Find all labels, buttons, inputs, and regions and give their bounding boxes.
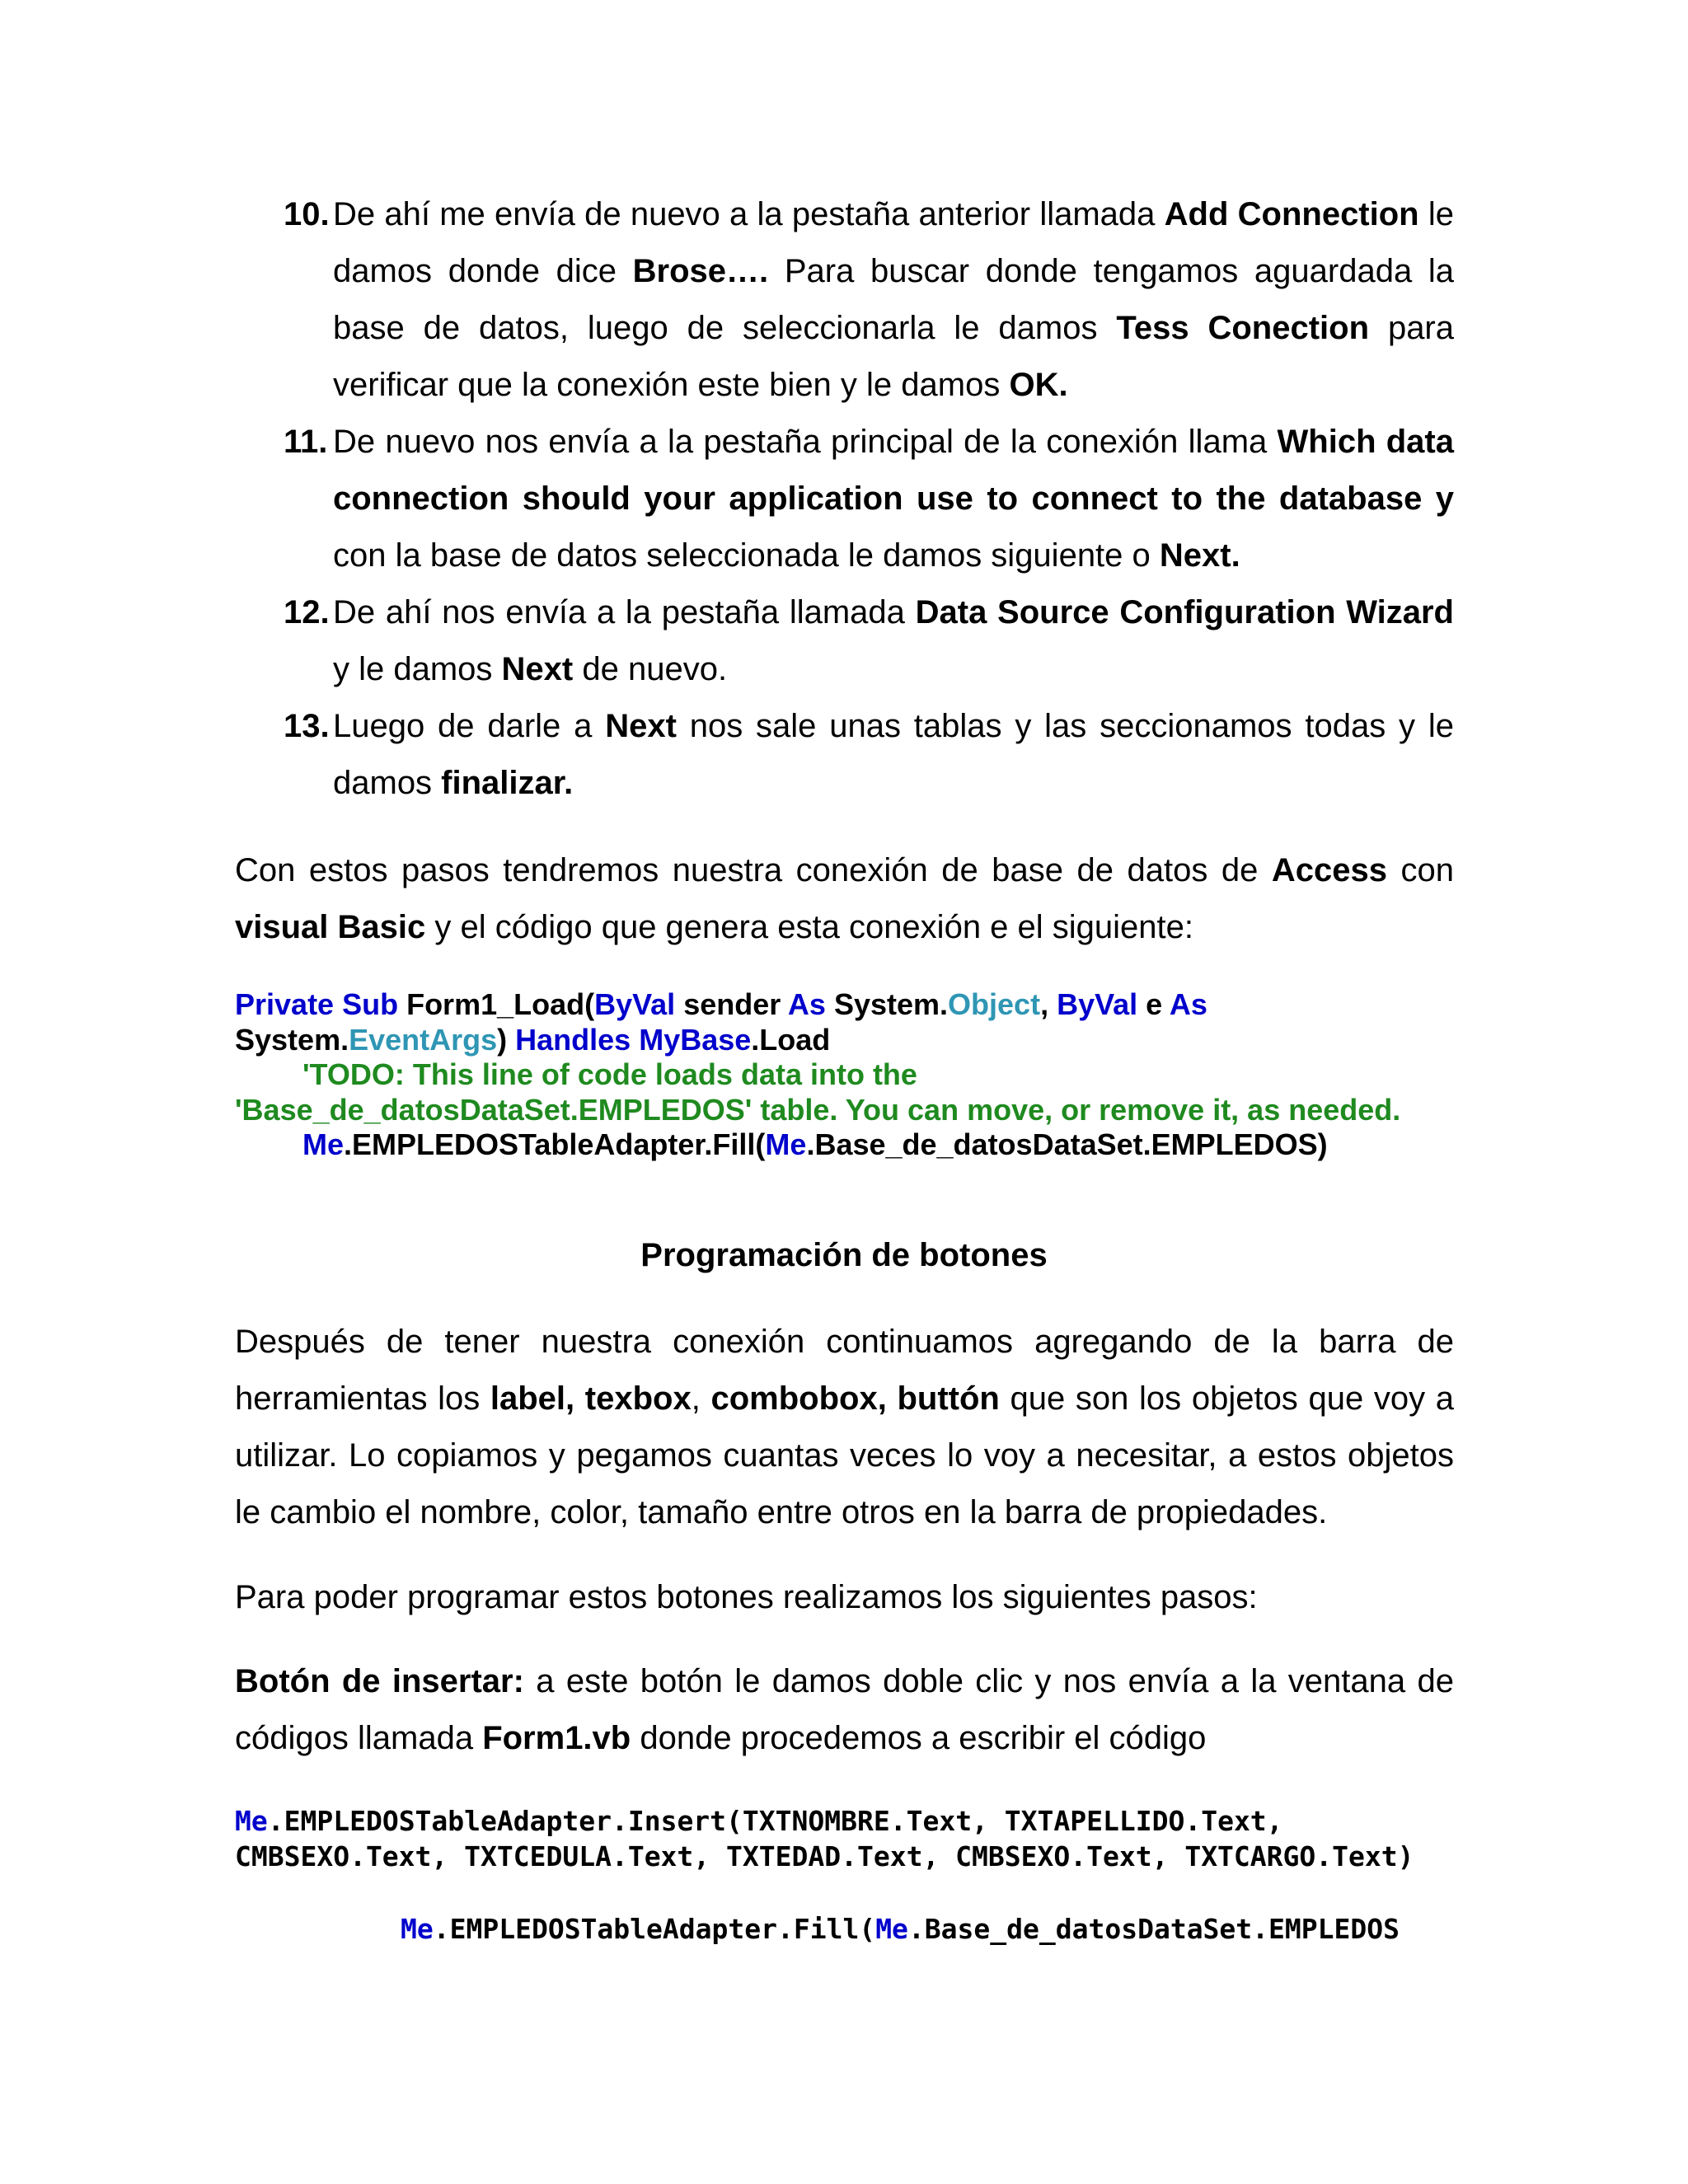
bold-text: Botón de insertar: bbox=[235, 1663, 524, 1699]
step-number: 11. bbox=[284, 424, 328, 460]
text-run: De nuevo nos envía a la pestaña principal de la conexión llama bbox=[333, 424, 1278, 460]
code-comment: 'Base_de_datosDataSet.EMPLEDOS' table. You can move, or remove it, as needed. bbox=[235, 1092, 1401, 1127]
step-text bbox=[333, 698, 1454, 812]
code-text: System. bbox=[825, 987, 949, 1021]
text-run: Luego de darle a bbox=[333, 708, 606, 744]
text-run: nos sale unas tablas y las seccionamos todas y le damos bbox=[333, 708, 1454, 801]
text-run: , bbox=[691, 1380, 711, 1417]
bold-text: Add Connection bbox=[1164, 196, 1419, 232]
bold-text: Next bbox=[605, 708, 677, 744]
bold-text: Form1.vb bbox=[482, 1720, 631, 1756]
bold-text: Tess Conection bbox=[1116, 310, 1370, 346]
code-keyword: Handles bbox=[515, 1022, 631, 1057]
bold-text: Next. bbox=[1159, 537, 1240, 574]
code-text: , bbox=[1040, 987, 1057, 1021]
code-text: sender bbox=[675, 987, 788, 1021]
step-text bbox=[333, 414, 1454, 584]
code-text: e bbox=[1137, 987, 1170, 1021]
insert-button-paragraph bbox=[235, 1653, 1454, 1767]
bold-text: combobox, buttón bbox=[710, 1380, 1000, 1417]
code-text: .Base_de_datosDataSet.EMPLEDOS bbox=[907, 1913, 1400, 1945]
tools-paragraph bbox=[235, 1314, 1454, 1541]
code-text: .Base_de_datosDataSet.EMPLEDOS) bbox=[806, 1127, 1328, 1161]
code-keyword: Me bbox=[875, 1913, 908, 1945]
code-text: Form1_Load( bbox=[398, 987, 595, 1021]
bold-text: finalizar. bbox=[441, 765, 574, 801]
text-run: Después de tener nuestra conexión continuamos agregando de la barra de herramientas los bbox=[235, 1324, 1454, 1417]
list-item bbox=[284, 414, 1454, 584]
text-run: donde procedemos a escribir el código bbox=[631, 1720, 1207, 1756]
bold-text: visual Basic bbox=[235, 909, 426, 945]
code-keyword: As bbox=[1169, 987, 1207, 1021]
text-run: que son los objetos que voy a utilizar. Lo copiamos y pegamos cuantas veces lo voy a necesitar, a estos objetos le cambio el nombre, color, tamaño entre otros en la barra de propiedades. bbox=[235, 1380, 1454, 1530]
bold-text: OK. bbox=[1009, 367, 1068, 403]
bold-text: Access bbox=[1271, 852, 1387, 888]
code-keyword: As bbox=[787, 987, 826, 1021]
insert-code-block bbox=[235, 1803, 1414, 1874]
code-type: Object bbox=[948, 987, 1041, 1021]
code-text bbox=[631, 1023, 639, 1057]
steps-intro-paragraph: Para poder programar estos botones realizamos los siguientes pasos: bbox=[235, 1579, 1258, 1615]
code-line bbox=[235, 1127, 1471, 1163]
list-item bbox=[284, 186, 1454, 414]
step-number: 10. bbox=[284, 196, 330, 232]
step-number: 13. bbox=[284, 708, 330, 744]
code-keyword: ByVal bbox=[1057, 987, 1138, 1021]
step-text bbox=[333, 186, 1454, 414]
code-keyword: ByVal bbox=[594, 987, 676, 1021]
code-line bbox=[235, 987, 1471, 1023]
code-keyword: Private Sub bbox=[235, 987, 399, 1021]
code-text: .EMPLEDOSTableAdapter.Insert(TXTNOMBRE.Text, TXTAPELLIDO.Text, bbox=[267, 1805, 1283, 1837]
code-text: ) bbox=[497, 1022, 516, 1057]
text-run: De ahí nos envía a la pestaña llamada bbox=[333, 594, 916, 630]
text-run: Para buscar donde tengamos aguardada la base de datos, luego de seleccionarla le damos bbox=[333, 253, 1454, 346]
text-run: y le damos bbox=[333, 651, 502, 687]
code-line: CMBSEXO.Text, TXTCEDULA.Text, TXTEDAD.Text, CMBSEXO.Text, TXTCARGO.Text) bbox=[235, 1840, 1414, 1872]
text-run: Con estos pasos tendremos nuestra conexión de base de datos de bbox=[235, 852, 1272, 888]
code-line bbox=[235, 1803, 1414, 1839]
code-type: EventArgs bbox=[349, 1022, 498, 1057]
code-keyword: Me bbox=[302, 1127, 345, 1161]
code-text: .EMPLEDOSTableAdapter.Fill( bbox=[433, 1913, 876, 1945]
numbered-steps-list bbox=[284, 186, 1454, 812]
text-run: De ahí me envía de nuevo a la pestaña anterior llamada bbox=[333, 196, 1165, 232]
list-item bbox=[284, 584, 1454, 698]
code-keyword: MyBase bbox=[639, 1022, 752, 1057]
code-keyword: Me bbox=[235, 1805, 268, 1837]
bold-text: Which data connection should your application use to connect to the database y bbox=[333, 424, 1454, 517]
bold-text: label, texbox bbox=[490, 1380, 692, 1417]
list-item bbox=[284, 698, 1454, 812]
fill-code-line bbox=[401, 1911, 1400, 1947]
section-heading: Programación de botones bbox=[640, 1237, 1048, 1273]
bold-text: Brose…. bbox=[632, 253, 769, 289]
bold-text: Data Source Configuration Wizard bbox=[915, 594, 1454, 630]
vb-code-block bbox=[235, 987, 1471, 1163]
code-line bbox=[235, 1023, 1471, 1058]
code-comment: 'TODO: This line of code loads data into the bbox=[302, 1057, 917, 1091]
text-run: le damos donde dice bbox=[333, 196, 1454, 289]
text-run: para verificar que la conexión este bien y le damos bbox=[333, 310, 1455, 403]
bold-text: Next bbox=[501, 651, 574, 687]
text-run: y el código que genera esta conexión e el siguiente: bbox=[425, 909, 1194, 945]
step-text bbox=[333, 584, 1454, 698]
code-text: .Load bbox=[751, 1022, 831, 1057]
code-keyword: Me bbox=[765, 1127, 807, 1161]
step-number: 12. bbox=[284, 594, 330, 630]
code-keyword: Me bbox=[401, 1913, 434, 1945]
text-run: a este botón le damos doble clic y nos envía a la ventana de códigos llamada bbox=[235, 1663, 1454, 1756]
intro-paragraph bbox=[235, 842, 1454, 956]
text-run: con la base de datos seleccionada le damos siguiente o bbox=[333, 537, 1160, 574]
code-text: System. bbox=[235, 1022, 349, 1057]
text-run: de nuevo. bbox=[573, 651, 728, 687]
code-text: .EMPLEDOSTableAdapter.Fill( bbox=[344, 1127, 766, 1161]
text-run: con bbox=[1387, 852, 1454, 888]
